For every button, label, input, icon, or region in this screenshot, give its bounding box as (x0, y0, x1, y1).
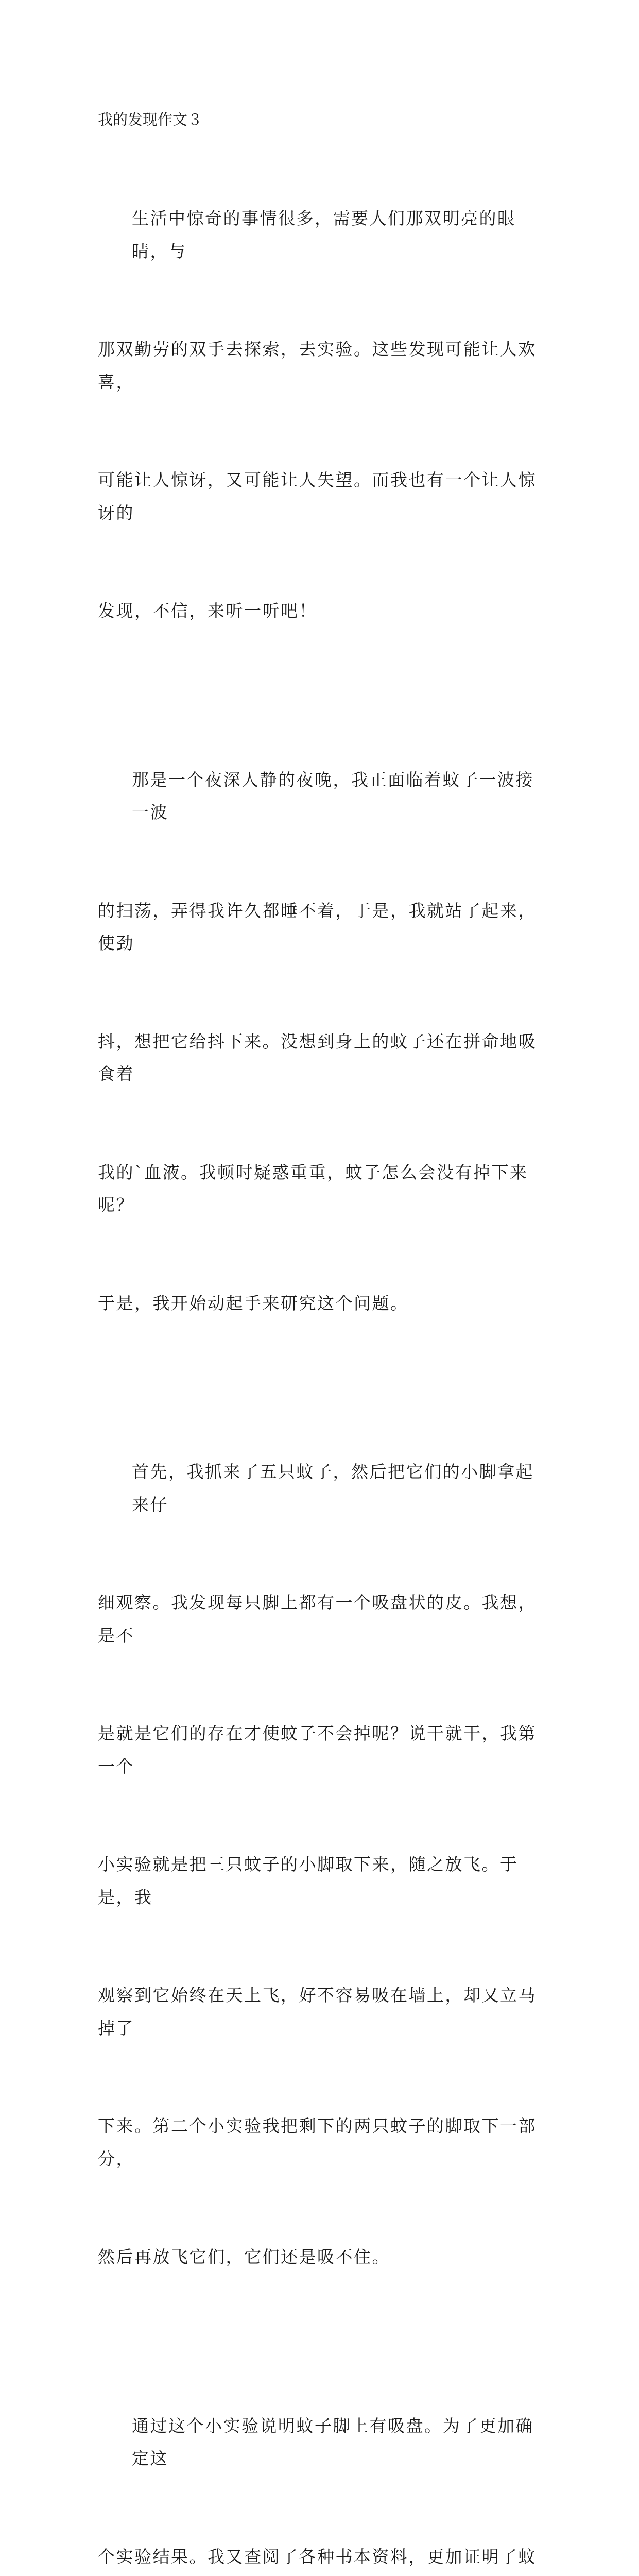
document-page (0, 0, 639, 904)
paragraph-2 (98, 698, 551, 1385)
paragraph-line: 我的`血液。我顿时疑惑重重，蚊子怎么会没有掉下来呢？ (98, 1156, 551, 1222)
document-title: 我的发现作文３ (98, 111, 551, 128)
paragraph-line: 于是，我开始动起手来研究这个问题。 (98, 1287, 551, 1320)
paragraph-line: 然后再放飞它们，它们还是吸不住。 (98, 2241, 551, 2274)
paragraph-line: 那双勤劳的双手去探索，去实验。这些发现可能让人欢喜， (98, 333, 551, 398)
paragraph-line: 细观察。我发现每只脚上都有一个吸盘状的皮。我想，是不 (98, 1586, 551, 1652)
paragraph-line: 生活中惊奇的事情很多，需要人们那双明亮的眼睛，与 (98, 202, 551, 267)
paragraph-1 (98, 137, 551, 693)
paragraph-line: 可能让人惊讶，又可能让人失望。而我也有一个让人惊讶的 (98, 464, 551, 529)
paragraph-4 (98, 2344, 551, 2576)
paragraph-line: 小实验就是把三只蚊子的小脚取下来，随之放飞。于是，我 (98, 1848, 551, 1913)
paragraph-line: 的扫荡，弄得我许久都睡不着，于是，我就站了起来，使劲 (98, 894, 551, 960)
paragraph-line: 观察到它始终在天上飞，好不容易吸在墙上，却又立马掉了 (98, 1979, 551, 2044)
paragraph-line: 首先，我抓来了五只蚊子，然后把它们的小脚拿起来仔 (98, 1455, 551, 1521)
paragraph-line: 个实验结果。我又查阅了各种书本资料，更加证明了蚊 (98, 2540, 551, 2576)
paragraph-line: 是就是它们的存在才使蚊子不会掉呢？说干就干，我第一个 (98, 1717, 551, 1783)
paragraph-line: 发现，不信，来听一听吧！ (98, 595, 551, 628)
paragraph-line: 抖，想把它给抖下来。没想到身上的蚊子还在拼命地吸食着 (98, 1025, 551, 1091)
paragraph-line: 下来。第二个小实验我把剩下的两只蚊子的脚取下一部分， (98, 2110, 551, 2175)
document-body (98, 111, 551, 2576)
paragraph-3 (98, 1390, 551, 2339)
paragraph-line: 那是一个夜深人静的夜晚，我正面临着蚊子一波接一波 (98, 764, 551, 829)
paragraph-line: 通过这个小实验说明蚊子脚上有吸盘。为了更加确定这 (98, 2410, 551, 2475)
